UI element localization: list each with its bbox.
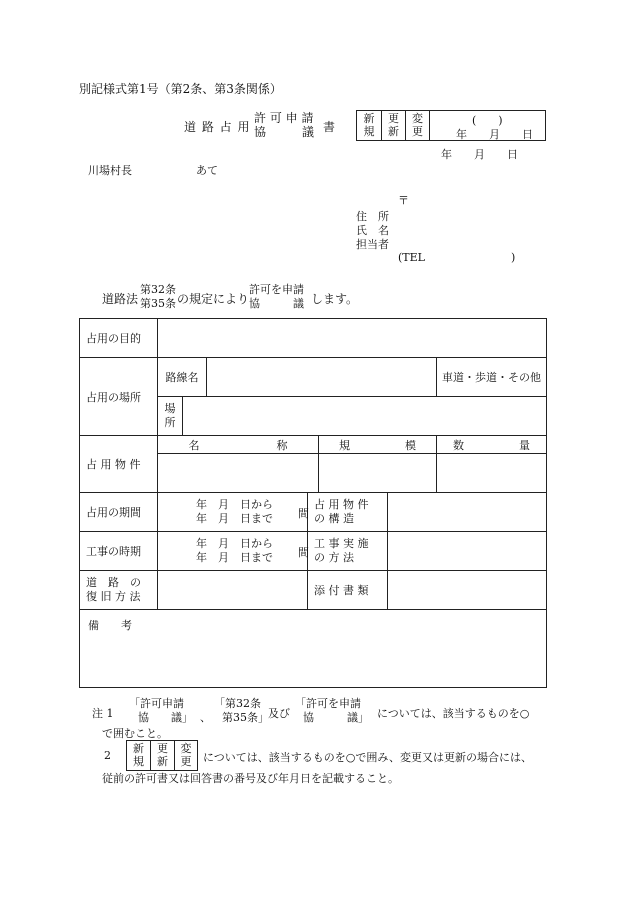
col-scale-header: 規 模	[319, 436, 437, 454]
route-name-label: 路線名	[158, 358, 207, 397]
kind-new: 新 規	[357, 111, 382, 140]
postal-mark: 〒	[398, 194, 409, 207]
location-label: 場 所	[158, 397, 183, 436]
note1-q2-top: 「第32条	[214, 697, 261, 710]
addressee-suffix: あて	[196, 164, 218, 177]
note1-q1-top: 「許可申請	[129, 697, 184, 710]
object-qty-field[interactable]	[437, 454, 547, 493]
work-until: 年 月 日まで	[196, 551, 273, 564]
note1-and: 及び	[268, 707, 290, 720]
request-lower: 協 議	[249, 297, 304, 310]
col-name-header: 名 称	[158, 436, 319, 454]
note2-rest: については、該当するものを○で囲み、変更又は更新の場合には、	[203, 751, 533, 764]
prior-date: 年 月 日	[456, 128, 533, 141]
work-period-label: 工事の時期	[80, 532, 158, 571]
period-between: 間	[298, 507, 309, 520]
note1-q3-top: 「許可を申請	[295, 697, 361, 710]
title-upper: 許 可 申 請	[254, 111, 314, 125]
period-until: 年 月 日まで	[196, 512, 273, 525]
application-table	[79, 318, 547, 688]
object-scale-field[interactable]	[319, 454, 437, 493]
kind-renew: 更 新	[382, 111, 406, 140]
note1-q3-bottom: 協 議」	[303, 711, 369, 724]
attachments-field[interactable]	[388, 571, 547, 610]
restore-field[interactable]	[158, 571, 308, 610]
tel-open: (TEL	[398, 251, 425, 264]
statement-mid: の規定により	[177, 292, 250, 306]
prior-number-paren: ( )	[472, 114, 503, 127]
note2-label: 2	[104, 749, 111, 762]
statement-articles	[140, 283, 176, 311]
period-field[interactable]	[158, 493, 308, 532]
period-from: 年 月 日から	[196, 498, 273, 511]
note2-kind-change: 変 更	[180, 742, 192, 768]
route-name-field[interactable]	[207, 358, 437, 397]
note1-label: 注 1	[92, 707, 114, 720]
place-label: 占用の場所	[80, 358, 158, 436]
note1-rest: については、該当するものを○	[377, 707, 530, 720]
addressee-name: 川場村長	[88, 164, 132, 177]
address-label: 住 所	[356, 210, 389, 223]
note2-kind-renew: 更 新	[151, 741, 175, 770]
note1-cont: で囲むこと。	[102, 727, 168, 740]
title-permit-consult	[254, 111, 314, 139]
work-period-field[interactable]	[158, 532, 308, 571]
statement-request	[249, 283, 304, 311]
remarks-label: 備 考	[88, 619, 132, 632]
name-label: 氏 名	[356, 224, 389, 237]
prior-permit-box	[428, 110, 546, 141]
purpose-label: 占用の目的	[80, 319, 158, 358]
structure-field[interactable]	[388, 493, 547, 532]
attachments-label: 添 付 書 類	[308, 571, 388, 610]
article-32: 第32条	[140, 283, 176, 296]
remarks-field[interactable]	[80, 610, 547, 688]
tel-close: )	[511, 251, 516, 264]
note1-quote2	[214, 697, 269, 725]
structure-label: 占 用 物 件 の 構 造	[308, 493, 388, 532]
statement-law: 道路法	[102, 292, 139, 306]
note1-q1-bottom: 協 議」	[138, 711, 193, 724]
note2-kind-box	[126, 740, 198, 771]
object-name-field[interactable]	[158, 454, 319, 493]
request-upper: 許可を申請	[249, 283, 304, 296]
title-left: 道 路 占 用	[184, 120, 251, 134]
col-qty-header: 数 量	[437, 436, 547, 454]
note1-q2-bottom: 第35条」	[222, 711, 269, 724]
application-date: 年 月 日	[441, 148, 518, 161]
kind-change: 変 更	[412, 112, 423, 138]
statement-end: します。	[311, 292, 359, 306]
restore-label: 道 路 の 復 旧 方 法	[80, 571, 158, 610]
article-35: 第35条	[140, 297, 176, 310]
title-right: 書	[323, 120, 336, 134]
work-method-field[interactable]	[388, 532, 547, 571]
period-label: 占用の期間	[80, 493, 158, 532]
note1-sep: 、	[200, 711, 211, 724]
work-method-label: 工 事 実 施 の 方 法	[308, 532, 388, 571]
note1-quote3	[295, 697, 369, 725]
purpose-field[interactable]	[158, 319, 547, 358]
note2-kind-new: 新 規	[127, 741, 151, 770]
contact-label: 担当者	[356, 238, 389, 251]
work-from: 年 月 日から	[196, 537, 273, 550]
work-between: 間	[298, 546, 309, 559]
objects-label: 占 用 物 件	[80, 436, 158, 493]
form-number: 別記様式第1号（第2条、第3条関係）	[79, 82, 282, 96]
kind-box	[356, 110, 430, 141]
title-lower: 協 議	[254, 125, 315, 139]
location-field[interactable]	[183, 397, 547, 436]
note1-quote1	[129, 697, 193, 725]
road-type-options[interactable]: 車道・歩道・その他	[437, 358, 547, 397]
note2-cont: 従前の許可書又は回答書の番号及び年月日を記載すること。	[102, 772, 399, 785]
